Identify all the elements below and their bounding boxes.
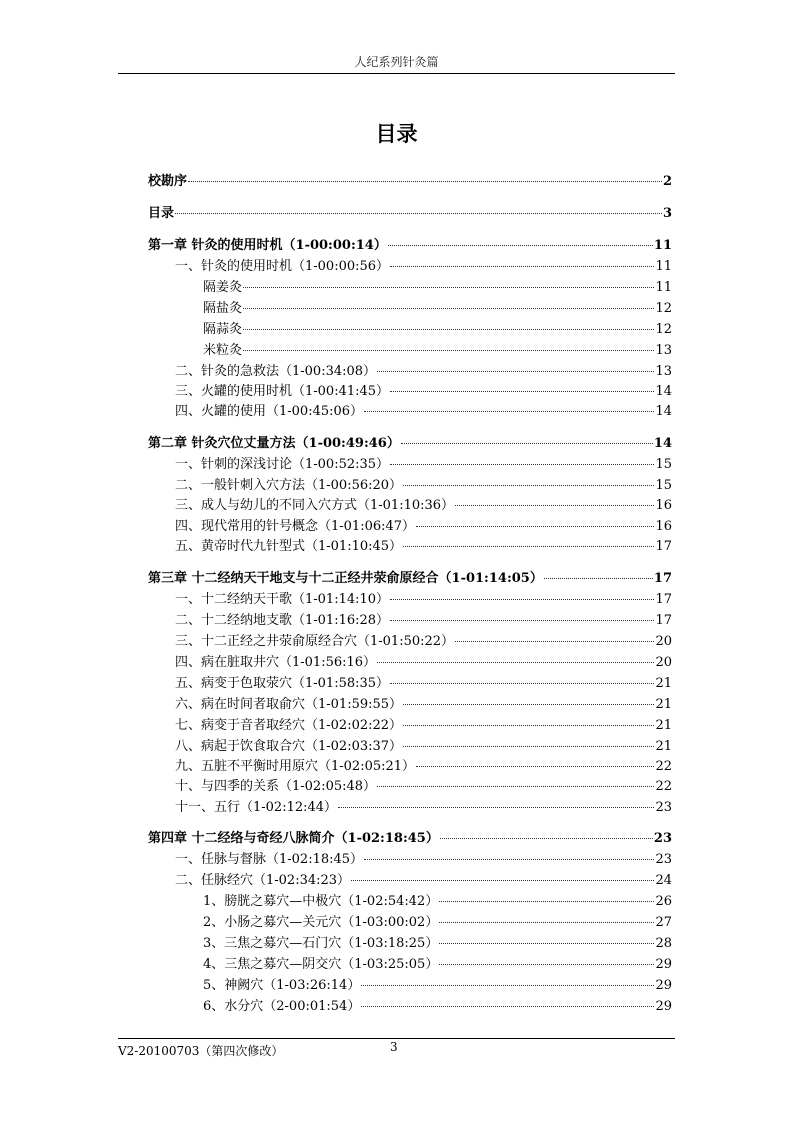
toc-entry-page: 13 bbox=[655, 364, 672, 379]
toc-entry[interactable] bbox=[175, 653, 672, 672]
toc-entry[interactable] bbox=[175, 382, 672, 401]
toc-entry-page: 29 bbox=[655, 957, 672, 972]
toc-entry-title: 6、水分穴（2-00:01:54） bbox=[203, 999, 361, 1014]
toc-leader-dots bbox=[416, 522, 654, 527]
toc-entry-page: 21 bbox=[655, 718, 672, 733]
toc-entry-page: 11 bbox=[655, 259, 672, 274]
toc-leader-dots bbox=[364, 407, 654, 412]
toc-entry-page: 15 bbox=[655, 478, 672, 493]
toc-leader-dots bbox=[388, 241, 653, 246]
toc-entry-page: 26 bbox=[655, 894, 672, 909]
toc-entry-title: 第三章 十二经纳天干地支与十二正经井荥俞原经合（1-01:14:05） bbox=[148, 571, 543, 586]
toc-entry[interactable] bbox=[203, 299, 672, 318]
toc-entry[interactable] bbox=[148, 172, 672, 191]
toc-entry[interactable] bbox=[175, 777, 672, 796]
toc-entry-title: 四、火罐的使用（1-00:45:06） bbox=[175, 404, 364, 419]
toc-leader-dots bbox=[403, 542, 654, 547]
toc-entry-page: 29 bbox=[655, 999, 672, 1014]
toc-entry-page: 16 bbox=[655, 498, 672, 513]
toc-entry-page: 23 bbox=[655, 800, 672, 815]
toc-entry-title: 八、病起于饮食取合穴（1-02:03:37） bbox=[175, 739, 403, 754]
toc-entry-title: 九、五脏不平衡时用原穴（1-02:05:21） bbox=[175, 759, 416, 774]
toc-entry-title: 2、小肠之募穴—关元穴（1-03:00:02） bbox=[203, 915, 439, 930]
toc-entry-page: 23 bbox=[653, 831, 672, 846]
toc-entry-title: 四、现代常用的针号概念（1-01:06:47） bbox=[175, 519, 416, 534]
toc-entry[interactable] bbox=[203, 913, 672, 932]
toc-leader-dots bbox=[364, 855, 654, 860]
toc-entry[interactable] bbox=[175, 517, 672, 536]
toc-leader-dots bbox=[439, 960, 654, 965]
toc-leader-dots bbox=[439, 918, 654, 923]
toc-leader-dots bbox=[390, 595, 654, 600]
toc-entry[interactable] bbox=[175, 871, 672, 890]
toc-entry[interactable] bbox=[175, 257, 672, 276]
toc-entry-title: 校勘序 bbox=[148, 174, 188, 189]
toc-entry-title: 3、三焦之募穴—石门穴（1-03:18:25） bbox=[203, 936, 439, 951]
toc-leader-dots bbox=[439, 897, 654, 902]
toc-entry-title: 5、神阙穴（1-03:26:14） bbox=[203, 978, 361, 993]
toc-entry-page: 17 bbox=[655, 539, 672, 554]
toc-entry[interactable] bbox=[175, 362, 672, 381]
toc-leader-dots bbox=[455, 637, 654, 642]
toc-entry[interactable] bbox=[175, 695, 672, 714]
toc-entry[interactable] bbox=[175, 674, 672, 693]
toc-leader-dots bbox=[361, 1002, 654, 1007]
toc-entry[interactable] bbox=[175, 455, 672, 474]
toc-entry-title: 隔姜灸 bbox=[203, 280, 243, 295]
toc-entry-title: 米粒灸 bbox=[203, 343, 243, 358]
toc-entry-title: 七、病变于音者取经穴（1-02:02:22） bbox=[175, 718, 403, 733]
toc-entry[interactable] bbox=[175, 476, 672, 495]
header-divider bbox=[118, 73, 675, 74]
toc-leader-dots bbox=[390, 387, 654, 392]
toc-leader-dots bbox=[175, 209, 662, 214]
toc-leader-dots bbox=[390, 616, 654, 621]
toc-entry[interactable] bbox=[175, 402, 672, 421]
toc-leader-dots bbox=[440, 834, 653, 839]
toc-entry[interactable] bbox=[175, 757, 672, 776]
running-header-title: 人纪系列针灸篇 bbox=[354, 55, 439, 69]
toc-entry[interactable] bbox=[148, 434, 672, 453]
toc-entry-title: 二、任脉经穴（1-02:34:23） bbox=[175, 873, 351, 888]
toc-entry-page: 29 bbox=[655, 978, 672, 993]
toc-leader-dots bbox=[439, 939, 654, 944]
toc-entry[interactable] bbox=[203, 320, 672, 339]
toc-entry[interactable] bbox=[203, 976, 672, 995]
toc-entry-title: 一、十二经纳天干歌（1-01:14:10） bbox=[175, 592, 390, 607]
toc-leader-dots bbox=[243, 304, 654, 309]
toc-leader-dots bbox=[243, 325, 654, 330]
toc-entry[interactable] bbox=[148, 829, 672, 848]
toc-leader-dots bbox=[188, 177, 662, 182]
toc-entry[interactable] bbox=[175, 798, 672, 817]
toc-entry-title: 二、一般针刺入穴方法（1-00:56:20） bbox=[175, 478, 403, 493]
toc-entry-title: 五、黄帝时代九针型式（1-01:10:45） bbox=[175, 539, 403, 554]
toc-entry-title: 一、任脉与督脉（1-02:18:45） bbox=[175, 852, 364, 867]
toc-entry-title: 二、针灸的急救法（1-00:34:08） bbox=[175, 364, 377, 379]
toc-entry-page: 24 bbox=[655, 873, 672, 888]
toc-entry-title: 目录 bbox=[148, 206, 175, 221]
toc-entry-page: 23 bbox=[655, 852, 672, 867]
toc-entry-page: 2 bbox=[662, 174, 672, 189]
toc-leader-dots bbox=[403, 481, 654, 486]
toc-entry-title: 1、膀胱之募穴—中极穴（1-02:54:42） bbox=[203, 894, 439, 909]
toc-leader-dots bbox=[377, 367, 654, 372]
toc-entry-page: 20 bbox=[655, 655, 672, 670]
toc-leader-dots bbox=[377, 658, 654, 663]
toc-leader-dots bbox=[361, 981, 654, 986]
toc-entry-page: 22 bbox=[655, 779, 672, 794]
toc-entry[interactable] bbox=[175, 611, 672, 630]
toc-entry-title: 一、针刺的深浅讨论（1-00:52:35） bbox=[175, 457, 390, 472]
toc-leader-dots bbox=[390, 262, 654, 267]
toc-entry[interactable] bbox=[203, 997, 672, 1016]
toc-leader-dots bbox=[544, 574, 653, 579]
toc-entry-title: 4、三焦之募穴—阴交穴（1-03:25:05） bbox=[203, 957, 439, 972]
toc-entry-title: 隔盐灸 bbox=[203, 301, 243, 316]
toc-entry-page: 21 bbox=[655, 739, 672, 754]
toc-entry-page: 16 bbox=[655, 519, 672, 534]
toc-leader-dots bbox=[243, 346, 654, 351]
toc-entry-title: 第四章 十二经络与奇经八脉简介（1-02:18:45） bbox=[148, 831, 439, 846]
toc-entry-title: 三、成人与幼儿的不同入穴方式（1-01:10:36） bbox=[175, 498, 455, 513]
toc-entry[interactable] bbox=[175, 496, 672, 515]
toc-leader-dots bbox=[390, 679, 654, 684]
toc-entry-title: 三、十二正经之井荥俞原经合穴（1-01:50:22） bbox=[175, 634, 455, 649]
footer-page-number: 3 bbox=[390, 1040, 398, 1054]
toc-entry-title: 第一章 针灸的使用时机（1-00:00:14） bbox=[148, 238, 387, 253]
toc-leader-dots bbox=[338, 803, 654, 808]
toc-entry-title: 一、针灸的使用时机（1-00:00:56） bbox=[175, 259, 390, 274]
toc-entry-page: 3 bbox=[662, 206, 672, 221]
toc-entry-title: 十一、五行（1-02:12:44） bbox=[175, 800, 338, 815]
toc-entry[interactable] bbox=[175, 632, 672, 651]
toc-leader-dots bbox=[377, 782, 654, 787]
toc-leader-dots bbox=[401, 439, 653, 444]
toc-entry-page: 17 bbox=[653, 571, 672, 586]
toc-entry[interactable] bbox=[175, 737, 672, 756]
toc-entry[interactable] bbox=[203, 955, 672, 974]
toc-entry[interactable] bbox=[203, 341, 672, 360]
toc-entry-page: 15 bbox=[655, 457, 672, 472]
toc-entry-page: 14 bbox=[655, 404, 672, 419]
toc-leader-dots bbox=[403, 721, 654, 726]
toc-entry-title: 十、与四季的关系（1-02:05:48） bbox=[175, 779, 377, 794]
toc-entry-page: 28 bbox=[655, 936, 672, 951]
toc-entry-page: 11 bbox=[655, 280, 672, 295]
footer-version: V2-20100703（第四次修改） bbox=[118, 1044, 284, 1058]
toc-entry-page: 17 bbox=[655, 613, 672, 628]
toc-entry-page: 14 bbox=[655, 384, 672, 399]
toc-entry[interactable] bbox=[175, 716, 672, 735]
toc-leader-dots bbox=[403, 742, 654, 747]
footer-divider bbox=[118, 1038, 675, 1039]
toc-leader-dots bbox=[416, 762, 654, 767]
toc-entry-title: 第二章 针灸穴位丈量方法（1-00:49:46） bbox=[148, 436, 400, 451]
toc-entry-title: 三、火罐的使用时机（1-00:41:45） bbox=[175, 384, 390, 399]
toc-entry-page: 21 bbox=[655, 697, 672, 712]
toc-entry-page: 14 bbox=[653, 436, 672, 451]
toc-entry-page: 12 bbox=[655, 301, 672, 316]
toc-entry[interactable] bbox=[148, 204, 672, 223]
toc-entry-page: 12 bbox=[655, 322, 672, 337]
toc-entry-title: 六、病在时间者取俞穴（1-01:59:55） bbox=[175, 697, 403, 712]
toc-leader-dots bbox=[351, 876, 654, 881]
toc-leader-dots bbox=[455, 501, 654, 506]
toc-entry[interactable] bbox=[175, 590, 672, 609]
toc-entry-page: 20 bbox=[655, 634, 672, 649]
toc-leader-dots bbox=[403, 700, 654, 705]
page-title: 目录 bbox=[375, 122, 418, 146]
toc-leader-dots bbox=[390, 460, 654, 465]
toc-entry[interactable] bbox=[148, 236, 672, 255]
toc-entry[interactable] bbox=[203, 892, 672, 911]
toc-entry-title: 隔蒜灸 bbox=[203, 322, 243, 337]
toc-entry-title: 二、十二经纳地支歌（1-01:16:28） bbox=[175, 613, 390, 628]
toc-entry-page: 22 bbox=[655, 759, 672, 774]
toc-entry-page: 13 bbox=[655, 343, 672, 358]
toc-entry[interactable] bbox=[203, 278, 672, 297]
toc-entry-page: 11 bbox=[653, 238, 672, 253]
toc-entry-page: 27 bbox=[655, 915, 672, 930]
toc-leader-dots bbox=[243, 283, 654, 288]
toc-entry-page: 17 bbox=[655, 592, 672, 607]
toc-entry[interactable] bbox=[148, 569, 672, 588]
toc-entry[interactable] bbox=[175, 850, 672, 869]
toc-entry-title: 四、病在脏取井穴（1-01:56:16） bbox=[175, 655, 377, 670]
toc-entry-title: 五、病变于色取荥穴（1-01:58:35） bbox=[175, 676, 390, 691]
toc-entry-page: 21 bbox=[655, 676, 672, 691]
toc-entry[interactable] bbox=[175, 537, 672, 556]
toc-entry[interactable] bbox=[203, 934, 672, 953]
